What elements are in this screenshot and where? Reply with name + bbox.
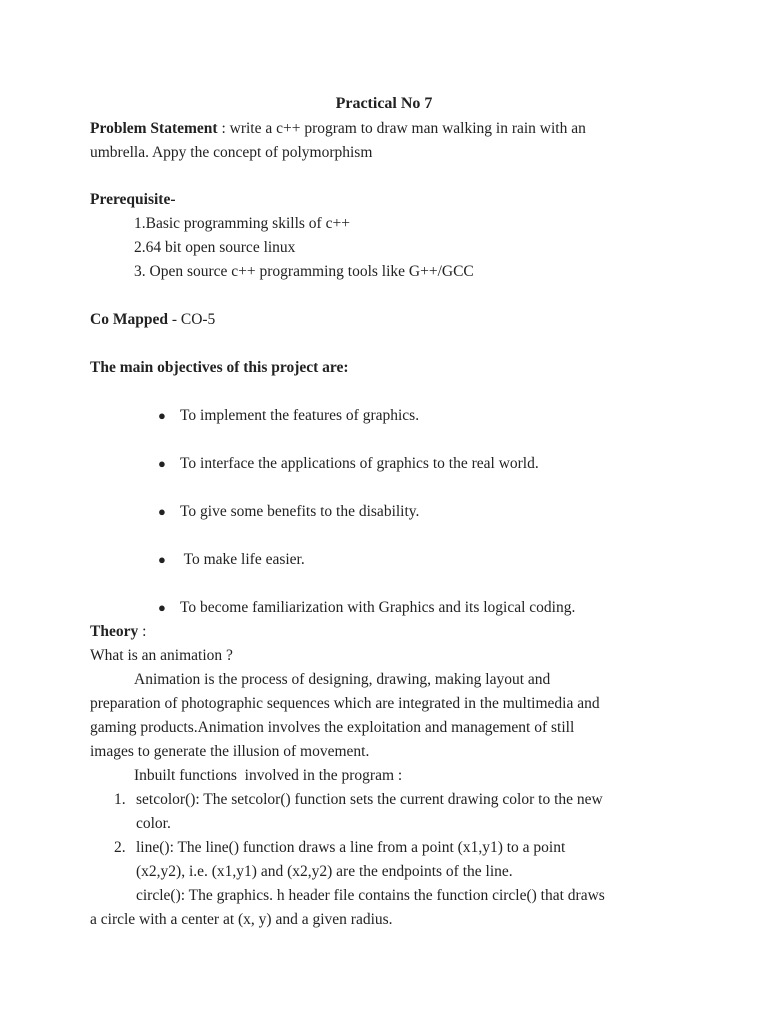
prerequisite-item: 2.64 bit open source linux bbox=[134, 239, 296, 256]
bullet-icon: ● bbox=[158, 456, 166, 471]
co-mapped-line bbox=[90, 308, 215, 332]
theory-question: What is an animation ? bbox=[90, 647, 233, 664]
theory-paragraph: images to generate the illusion of movement. bbox=[90, 743, 370, 760]
function-text-cont: color. bbox=[136, 815, 171, 832]
theory-line bbox=[90, 620, 146, 644]
function-number: 1. bbox=[114, 791, 126, 808]
prerequisite-item: 3. Open source c++ programming tools like G++/GCC bbox=[134, 263, 474, 280]
prerequisite-heading: Prerequisite- bbox=[90, 191, 176, 208]
problem-statement-text-cont: umbrella. Appy the concept of polymorphism bbox=[90, 144, 373, 161]
theory-paragraph: Animation is the process of designing, drawing, making layout and bbox=[134, 671, 551, 688]
problem-statement-label: Problem Statement bbox=[90, 120, 218, 137]
bullet-icon: ● bbox=[158, 600, 166, 615]
objectives-heading: The main objectives of this project are: bbox=[90, 359, 349, 376]
theory-separator: : bbox=[138, 623, 147, 640]
objective-text: To give some benefits to the disability. bbox=[180, 503, 420, 520]
co-mapped-value: - CO-5 bbox=[167, 311, 216, 328]
objective-text: To make life easier. bbox=[180, 551, 305, 568]
inbuilt-functions-heading: Inbuilt functions involved in the program : bbox=[134, 767, 403, 784]
problem-statement-text: write a c++ program to draw man walking in rain with an bbox=[229, 120, 586, 137]
bullet-icon: ● bbox=[158, 408, 166, 423]
function-text: line(): The line() function draws a line from a point (x1,y1) to a point bbox=[136, 839, 566, 856]
function-text-cont: (x2,y2), i.e. (x1,y1) and (x2,y2) are the endpoints of the line. bbox=[136, 863, 513, 880]
objective-text: To implement the features of graphics. bbox=[180, 407, 420, 424]
prerequisite-item: 1.Basic programming skills of c++ bbox=[134, 215, 350, 232]
function-text: setcolor(): The setcolor() function sets the current drawing color to the new bbox=[136, 791, 603, 808]
objective-text: To interface the applications of graphics to the real world. bbox=[180, 455, 539, 472]
problem-statement-line bbox=[90, 117, 586, 141]
circle-function-text-cont: a circle with a center at (x, y) and a given radius. bbox=[90, 911, 393, 928]
theory-paragraph: gaming products.Animation involves the exploitation and management of still bbox=[90, 719, 575, 736]
objective-text: To become familiarization with Graphics and its logical coding. bbox=[180, 599, 576, 616]
function-number: 2. bbox=[114, 839, 126, 856]
theory-label: Theory bbox=[90, 623, 139, 640]
bullet-icon: ● bbox=[158, 504, 166, 519]
circle-function-text: circle(): The graphics. h header file contains the function circle() that draws bbox=[136, 887, 605, 904]
co-mapped-label: Co Mapped bbox=[90, 311, 168, 328]
theory-paragraph: preparation of photographic sequences which are integrated in the multimedia and bbox=[90, 695, 600, 712]
problem-statement-separator: : bbox=[217, 120, 230, 137]
bullet-icon: ● bbox=[158, 552, 166, 567]
page-title: Practical No 7 bbox=[335, 95, 433, 112]
